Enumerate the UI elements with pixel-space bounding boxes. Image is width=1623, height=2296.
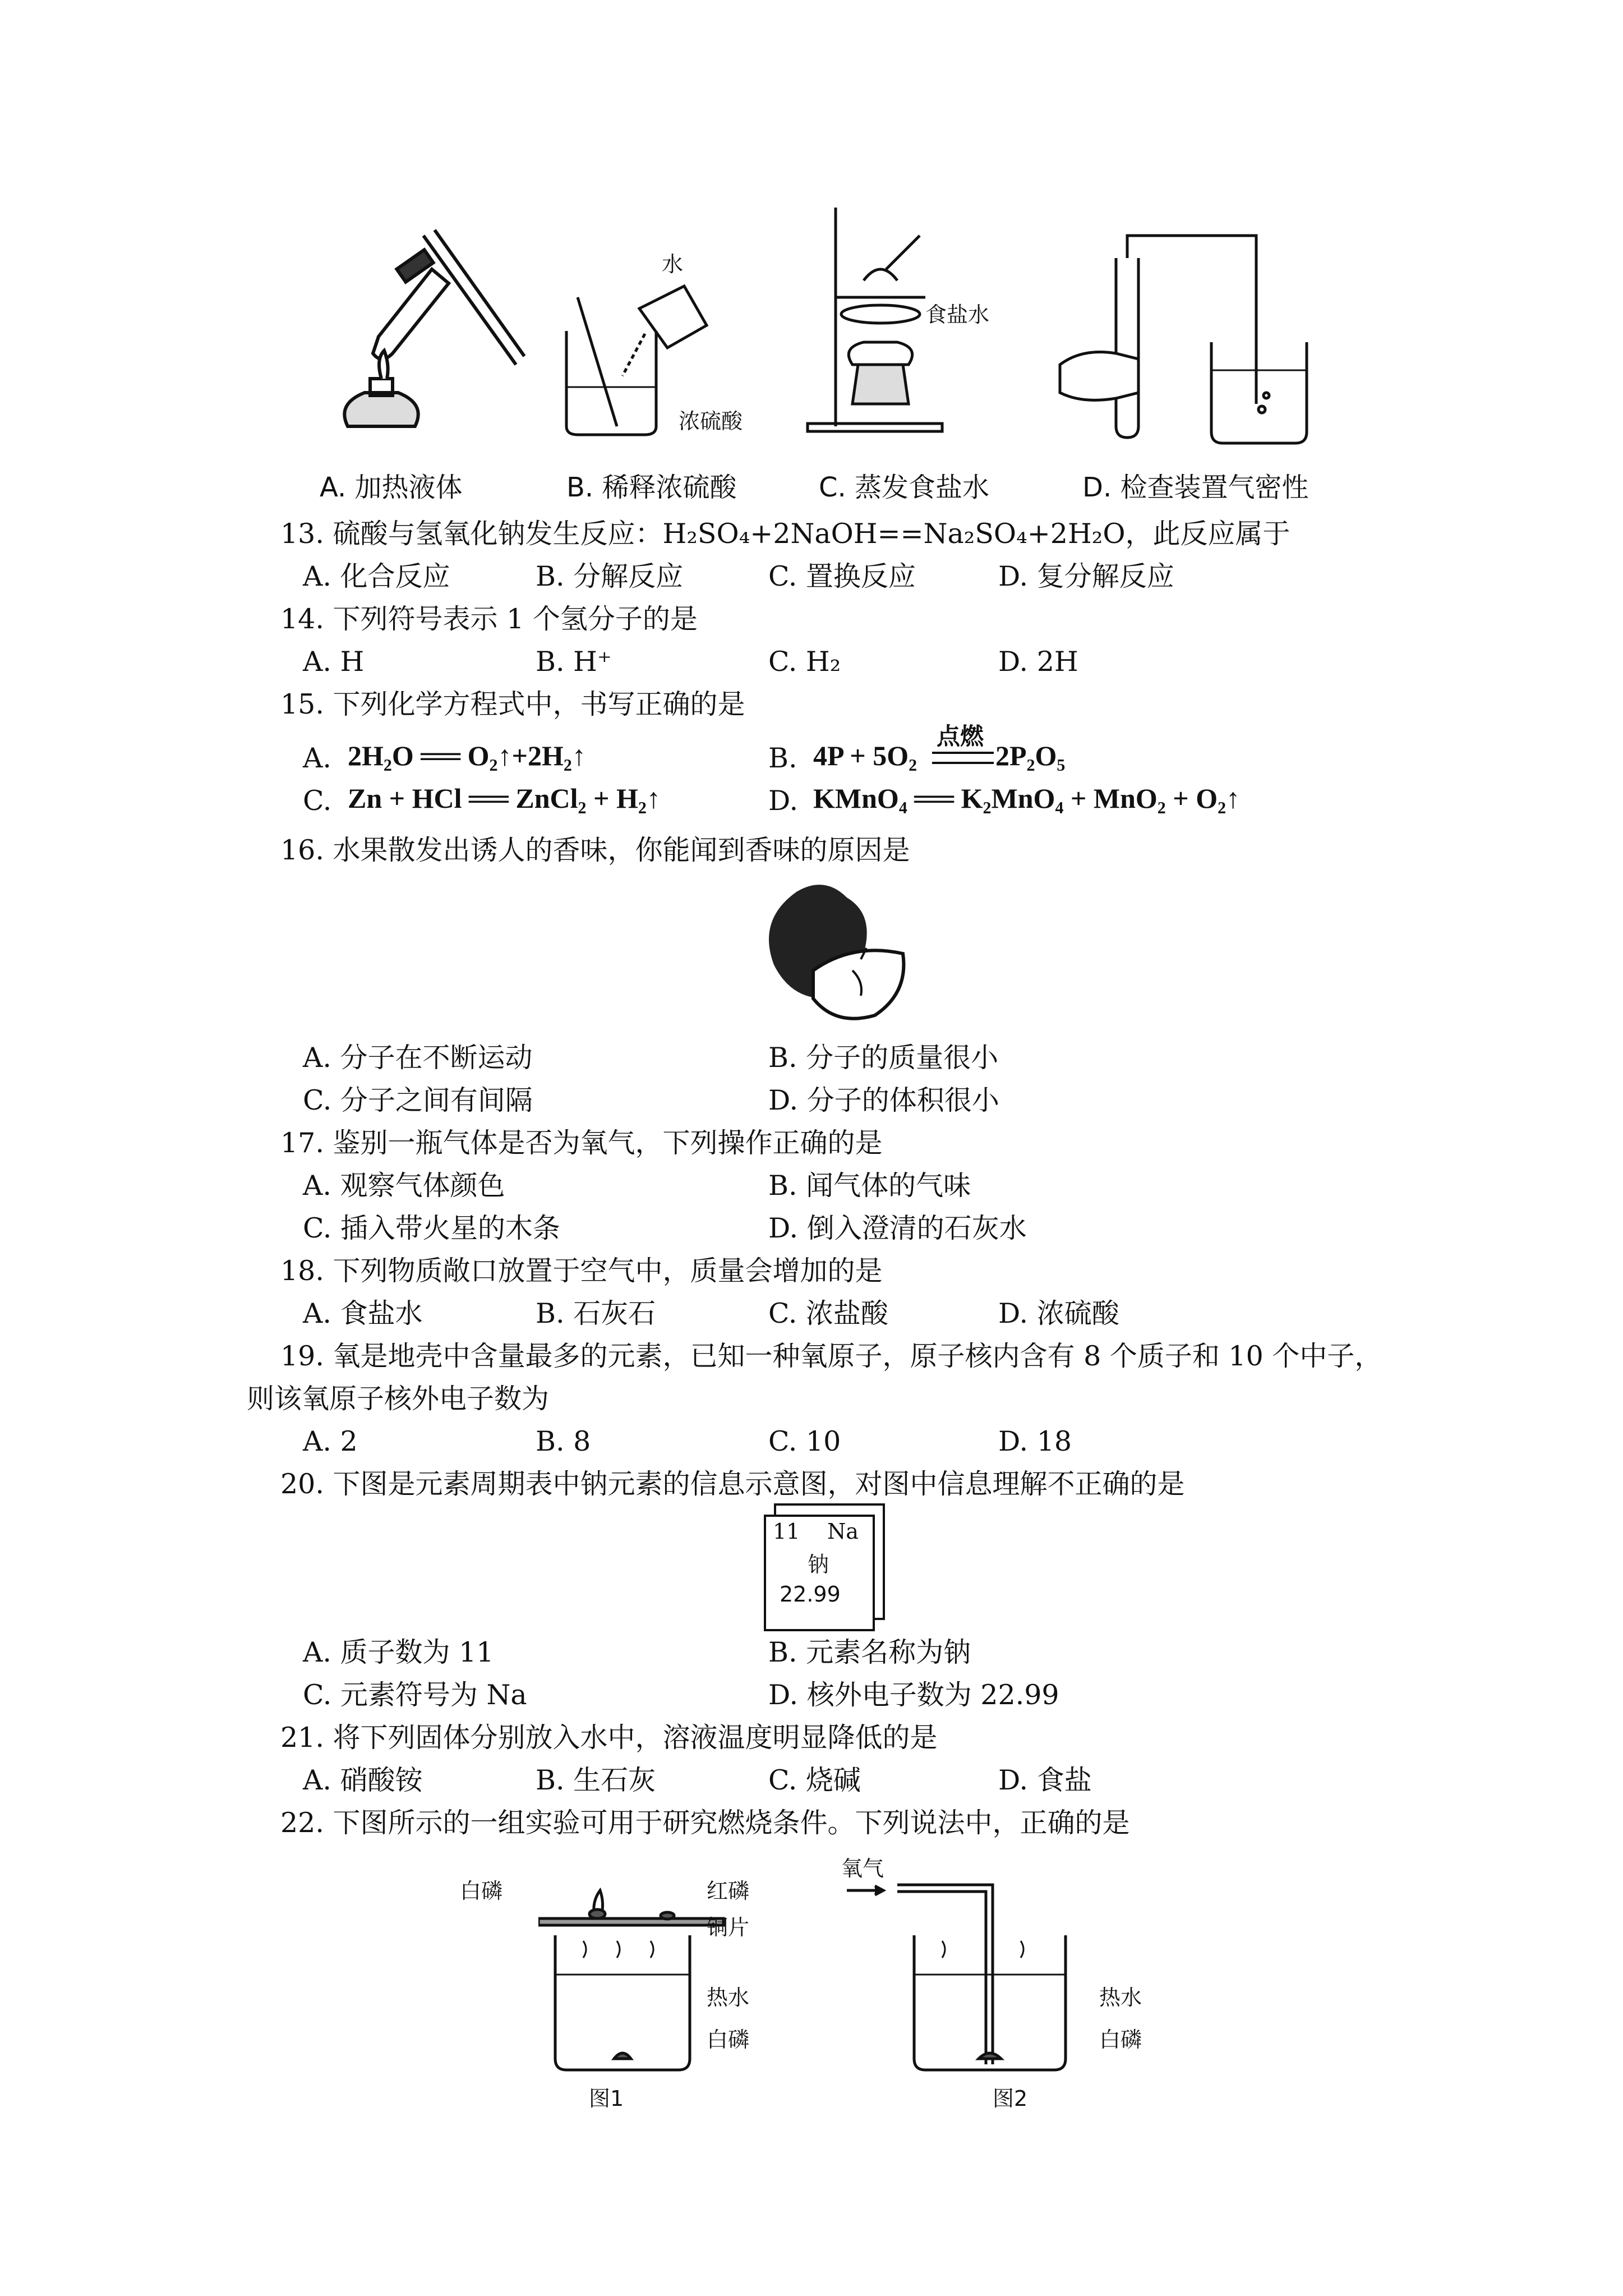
fig1-white-phosphorus-top: 白磷 [460, 1879, 503, 1903]
q16-option-c: C. 分子之间有间隔 [303, 1084, 533, 1116]
q14-option-c: C. H₂ [768, 646, 841, 678]
q15-option-b-equation-right: 2P₂O₅ [995, 740, 1066, 771]
fig12-label-a: A. 加热液体 [320, 472, 463, 503]
combustion-figure-2 [841, 1857, 1077, 2081]
q21-option-c: C. 烧碱 [768, 1764, 861, 1796]
fig2-caption: 图2 [993, 2086, 1028, 2111]
q14-option-d: D. 2H [998, 646, 1078, 678]
fig2-hot-water: 热水 [1099, 1985, 1142, 2010]
q18-option-d: D. 浓硫酸 [998, 1297, 1119, 1329]
q22-stem: 22. 下图所示的一组实验可用于研究燃烧条件。下列说法中，正确的是 [280, 1807, 1130, 1839]
element-symbol: Na [827, 1519, 859, 1544]
heating-liquid-illustration [314, 219, 527, 454]
fig12-label-b: B. 稀释浓硫酸 [566, 472, 737, 503]
fig2-oxygen: 氧气 [841, 1856, 884, 1881]
q15-option-d-label: D. [768, 785, 799, 817]
q14-stem: 14. 下列符号表示 1 个氢分子的是 [280, 603, 698, 635]
q13-stem: 13. 硫酸与氢氧化钠发生反应：H₂SO₄+2NaOH==Na₂SO₄+2H₂O，此反应属于 [280, 518, 1290, 550]
q20-stem: 20. 下图是元素周期表中钠元素的信息示意图，对图中信息理解不正确的是 [280, 1468, 1185, 1500]
q19-stem-line1: 19. 氧是地壳中含量最多的元素，已知一种氧原子，原子核内含有 8 个质子和 10 个中子， [280, 1340, 1382, 1372]
q15-option-b-equals [932, 752, 994, 764]
q14-option-b: B. H⁺ [536, 646, 612, 678]
q20-option-b: B. 元素名称为钠 [768, 1636, 971, 1668]
fig1-red-phosphorus: 红磷 [707, 1879, 750, 1903]
q13-option-a: A. 化合反应 [303, 560, 450, 592]
q15-option-a-label: A. [303, 742, 331, 774]
fig2-white-phosphorus: 白磷 [1099, 2027, 1142, 2052]
q18-option-b: B. 石灰石 [536, 1297, 656, 1329]
fig12-label-d: D. 检查装置气密性 [1082, 472, 1309, 503]
apple-illustration [740, 875, 909, 1032]
acid-tag: 浓硫酸 [679, 409, 743, 434]
q16-stem: 16. 水果散发出诱人的香味，你能闻到香味的原因是 [280, 834, 910, 866]
q21-option-b: B. 生石灰 [536, 1764, 656, 1796]
q16-option-b: B. 分子的质量很小 [768, 1042, 999, 1074]
q21-option-d: D. 食盐 [998, 1764, 1092, 1796]
airtightness-check-illustration [1049, 224, 1318, 449]
q18-stem: 18. 下列物质敞口放置于空气中，质量会增加的是 [280, 1255, 883, 1287]
fig12-label-c: C. 蒸发食盐水 [819, 472, 990, 503]
salt-water-tag: 食盐水 [925, 302, 990, 327]
q20-option-d: D. 核外电子数为 22.99 [768, 1679, 1059, 1711]
q13-option-d: D. 复分解反应 [998, 560, 1174, 592]
q15-option-a-equation: 2H₂O ══ O₂↑+2H₂↑ [348, 740, 586, 771]
q15-option-b-equation-left: 4P + 5O₂ [813, 740, 917, 771]
fig1-caption: 图1 [589, 2086, 624, 2111]
q15-option-d-equation: KMnO₄ ══ K₂MnO₄ + MnO₂ + O₂↑ [813, 783, 1241, 814]
fig1-white-phosphorus-bottom: 白磷 [707, 2027, 750, 2052]
q13-option-b: B. 分解反应 [536, 560, 684, 592]
q18-option-c: C. 浓盐酸 [768, 1297, 888, 1329]
element-name: 钠 [808, 1552, 829, 1577]
q16-option-a: A. 分子在不断运动 [303, 1042, 533, 1074]
q17-option-b: B. 闻气体的气味 [768, 1170, 971, 1202]
element-atomic-mass: 22.99 [780, 1582, 841, 1607]
q13-option-c: C. 置换反应 [768, 560, 916, 592]
q15-option-c-equation: Zn + HCl ══ ZnCl₂ + H₂↑ [348, 783, 661, 814]
q17-stem: 17. 鉴别一瓶气体是否为氧气，下列操作正确的是 [280, 1127, 883, 1159]
q15-option-b-condition: 点燃 [937, 723, 984, 750]
q15-option-c-label: C. [303, 785, 332, 817]
q19-option-c: C. 10 [768, 1425, 841, 1457]
q21-option-a: A. 硝酸铵 [303, 1764, 423, 1796]
q20-option-c: C. 元素符号为 Na [303, 1679, 527, 1711]
q16-option-d: D. 分子的体积很小 [768, 1084, 999, 1116]
q19-option-b: B. 8 [536, 1425, 591, 1457]
q17-option-c: C. 插入带火星的木条 [303, 1212, 560, 1244]
q19-option-d: D. 18 [998, 1425, 1072, 1457]
water-tag: 水 [662, 252, 684, 277]
fig1-copper-sheet: 铜片 [707, 1915, 750, 1940]
q17-option-d: D. 倒入澄清的石灰水 [768, 1212, 1027, 1244]
fig1-hot-water: 热水 [707, 1985, 750, 2010]
q18-option-a: A. 食盐水 [303, 1297, 423, 1329]
q15-stem: 15. 下列化学方程式中，书写正确的是 [280, 688, 745, 720]
q19-stem-line2: 则该氧原子核外电子数为 [247, 1383, 550, 1415]
q15-option-b-label: B. [768, 742, 797, 774]
q21-stem: 21. 将下列固体分别放入水中，溶液温度明显降低的是 [280, 1722, 938, 1754]
element-atomic-number: 11 [773, 1519, 800, 1544]
q14-option-a: A. H [303, 646, 365, 678]
q19-option-a: A. 2 [303, 1425, 358, 1457]
q17-option-a: A. 观察气体颜色 [303, 1170, 505, 1202]
q20-option-a: A. 质子数为 11 [303, 1636, 494, 1668]
